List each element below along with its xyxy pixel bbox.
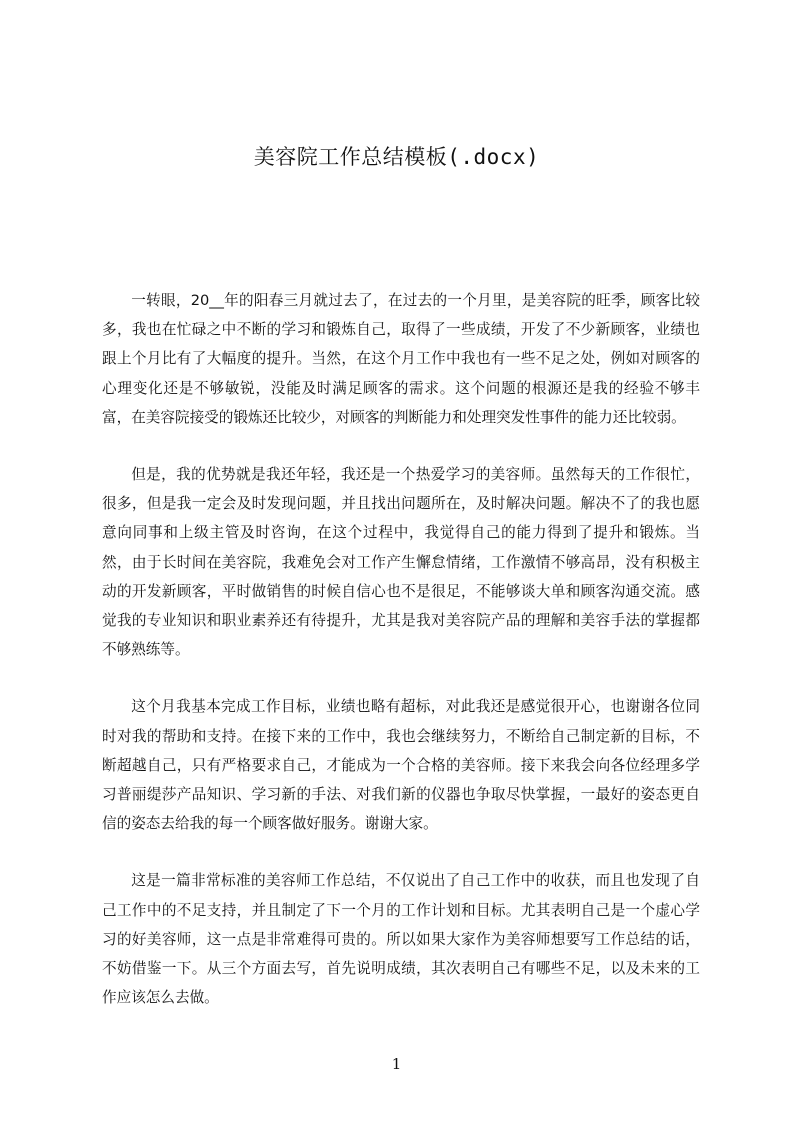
paragraph-2: 但是，我的优势就是我还年轻，我还是一个热爱学习的美容师。虽然每天的工作很忙，很多，但是我一定会及时发现问题，并且找出问题所在，及时解决问题。解决不了的我也愿意向同事和上级主管及时咨询，在这个过程中，我觉得自己的能力得到了提升和锻炼。当然，由于长时间在美容院，我难免会对工作产生懈怠情绪，工作激情不够高昂，没有积极主动的开发新顾客，平时做销售的时候自信心也不是很足，不能够谈大单和顾客沟通交流。感觉我的专业知识和职业素养还有待提升，尤其是我对美容院产品的理解和美容手法的掌握都不够熟练等。 [102, 466, 700, 659]
paragraph-4: 这是一篇非常标准的美容师工作总结，不仅说出了自己工作中的收获，而且也发现了自己工作中的不足支持，并且制定了下一个月的工作计划和目标。尤其表明自己是一个虚心学习的好美容师，这一点是非常难得可贵的。所以如果大家作为美容师想要写工作总结的话，不妨借鉴一下。从三个方面去写，首先说明成绩，其次表明自己有哪些不足，以及未来的工作应该怎么去做。 [102, 872, 700, 1007]
paragraph-3: 这个月我基本完成工作目标，业绩也略有超标，对此我还是感觉很开心，也谢谢各位同时对我的帮助和支持。在接下来的工作中，我也会继续努力，不断给自己制定新的目标，不断超越自己，只有严格要求自己，才能成为一个合格的美容师。接下来我会向各位经理多学习普丽缇莎产品知识、学习新的手法、对我们新的仪器也争取尽快掌握，一最好的姿态更自信的姿态去给我的每一个顾客做好服务。谢谢大家。 [102, 698, 700, 833]
document-body [102, 286, 700, 1040]
page-number: 1 [391, 1055, 402, 1073]
document-title: 美容院工作总结模板(.docx) [253, 145, 540, 169]
paragraph-1: 一转眼，20__年的阳春三月就过去了，在过去的一个月里，是美容院的旺季，顾客比较多，我也在忙碌之中不断的学习和锻炼自己，取得了一些成绩，开发了不少新顾客，业绩也跟上个月比有了大幅度的提升。当然，在这个月工作中我也有一些不足之处，例如对顾客的心理变化还是不够敏锐，没能及时满足顾客的需求。这个问题的根源还是我的经验不够丰富，在美容院接受的锻炼还比较少，对顾客的判断能力和处理突发性事件的能力还比较弱。 [102, 292, 700, 426]
